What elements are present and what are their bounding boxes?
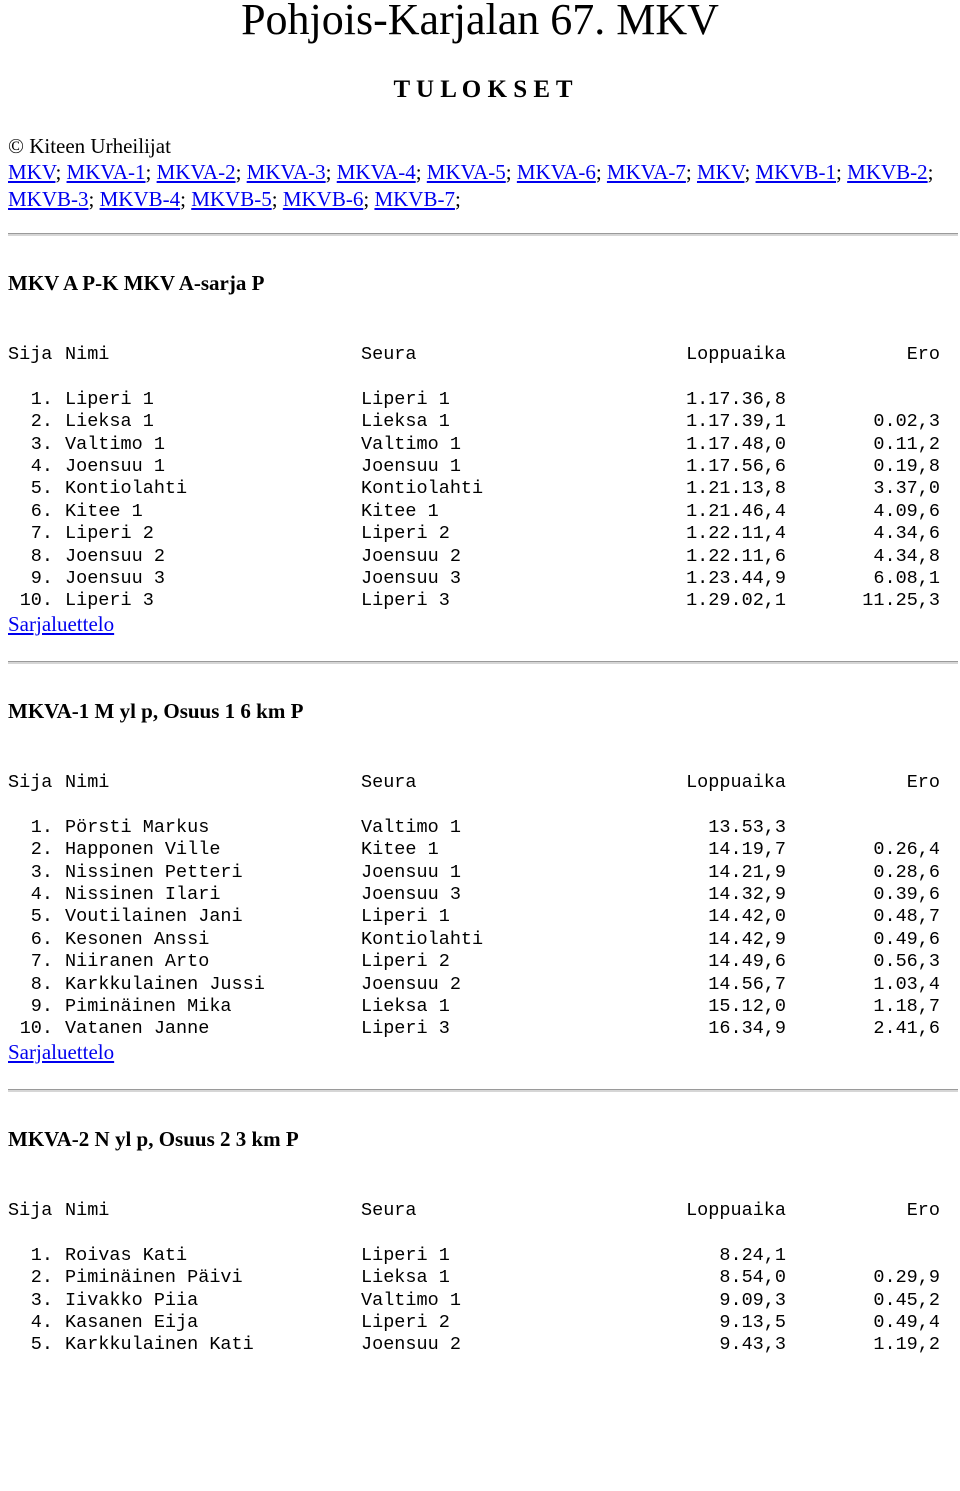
nav-link-mkvb-7[interactable]: MKVB-7 [374, 187, 455, 211]
results-section [8, 1124, 958, 1357]
club-cell: Kitee 1 [361, 500, 439, 522]
name-cell: Piminäinen Päivi [65, 1267, 243, 1289]
difference-cell: 11.25,3 [862, 590, 940, 612]
table-row [8, 501, 958, 523]
time-cell: 16.34,9 [708, 1018, 786, 1040]
time-cell: 14.32,9 [708, 883, 786, 905]
time-cell: 1.17.56,6 [686, 455, 786, 477]
time-cell: 1.17.48,0 [686, 433, 786, 455]
time-cell: 1.17.36,8 [686, 388, 786, 410]
name-cell: Valtimo 1 [65, 433, 165, 455]
section-title: MKV A P-K MKV A-sarja P [8, 271, 265, 295]
table-row [8, 974, 958, 996]
position-cell: 2. [30, 411, 53, 433]
position-cell: 1. [30, 1244, 53, 1266]
club-cell: Liperi 1 [361, 388, 450, 410]
nav-link-mkvb-1[interactable]: MKVB-1 [755, 160, 837, 184]
club-cell: Joensuu 3 [361, 567, 461, 589]
column-header-name: Nimi [65, 1200, 110, 1221]
difference-cell: 0.26,4 [873, 839, 940, 861]
column-header-name: Nimi [65, 344, 110, 365]
difference-cell: 3.37,0 [873, 478, 940, 500]
name-cell: Roivas Kati [65, 1244, 188, 1266]
nav-link-mkvb-3[interactable]: MKVB-3 [8, 187, 89, 211]
name-cell: Karkkulainen Kati [65, 1334, 254, 1356]
time-cell: 14.42,0 [708, 906, 786, 928]
column-header-position: Sija [8, 344, 53, 365]
results-table [8, 772, 958, 1041]
position-cell: 10. [19, 590, 53, 612]
series-list-link[interactable]: Sarjaluettelo [8, 611, 115, 636]
table-row [8, 862, 958, 884]
difference-cell: 1.18,7 [873, 995, 940, 1017]
nav-link-mkva-2[interactable]: MKVA-2 [156, 160, 236, 184]
table-header [8, 1200, 958, 1222]
position-cell: 9. [30, 995, 53, 1017]
nav-link-mkva-5[interactable]: MKVA-5 [426, 160, 506, 184]
time-cell: 1.21.13,8 [686, 478, 786, 500]
name-cell: Liperi 1 [65, 388, 154, 410]
position-cell: 1. [30, 816, 53, 838]
time-cell: 1.17.39,1 [686, 411, 786, 433]
club-cell: Joensuu 1 [361, 455, 461, 477]
club-cell: Liperi 3 [361, 590, 450, 612]
difference-cell: 4.34,8 [873, 545, 940, 567]
position-cell: 8. [30, 973, 53, 995]
time-cell: 13.53,3 [708, 816, 786, 838]
difference-cell: 0.28,6 [873, 861, 940, 883]
table-row [8, 1245, 958, 1267]
difference-cell: 6.08,1 [873, 567, 940, 589]
name-cell: Voutilainen Jani [65, 906, 243, 928]
time-cell: 15.12,0 [708, 995, 786, 1017]
series-list-link[interactable]: Sarjaluettelo [8, 1039, 115, 1064]
position-cell: 2. [30, 839, 53, 861]
difference-cell: 1.03,4 [873, 973, 940, 995]
table-row [8, 817, 958, 839]
table-header [8, 772, 958, 794]
time-cell: 1.22.11,6 [686, 545, 786, 567]
name-cell: Iivakko Piia [65, 1289, 199, 1311]
difference-cell: 0.56,3 [873, 951, 940, 973]
time-cell: 9.43,3 [719, 1334, 786, 1356]
position-cell: 1. [30, 388, 53, 410]
time-cell: 14.21,9 [708, 861, 786, 883]
difference-cell: 0.02,3 [873, 411, 940, 433]
difference-cell: 0.39,6 [873, 883, 940, 905]
column-header-time: Loppuaika [686, 1200, 786, 1221]
table-row [8, 411, 958, 433]
name-cell: Nissinen Ilari [65, 883, 221, 905]
position-cell: 5. [30, 478, 53, 500]
name-cell: Lieksa 1 [65, 411, 154, 433]
table-row [8, 1312, 958, 1334]
time-cell: 14.49,6 [708, 951, 786, 973]
time-cell: 14.19,7 [708, 839, 786, 861]
name-cell: Kitee 1 [65, 500, 143, 522]
club-cell: Kitee 1 [361, 839, 439, 861]
name-cell: Kasanen Eija [65, 1311, 199, 1333]
results-table [8, 344, 958, 613]
position-cell: 4. [30, 455, 53, 477]
nav-link-mkva-6[interactable]: MKVA-6 [516, 160, 596, 184]
name-cell: Vatanen Janne [65, 1018, 210, 1040]
column-header-club: Seura [361, 772, 417, 793]
nav-link-mkva-1[interactable]: MKVA-1 [66, 160, 146, 184]
table-row [8, 568, 958, 590]
time-cell: 8.54,0 [719, 1267, 786, 1289]
name-cell: Happonen Ville [65, 839, 221, 861]
difference-cell: 0.49,4 [873, 1311, 940, 1333]
table-row [8, 1267, 958, 1289]
club-cell: Lieksa 1 [361, 995, 450, 1017]
difference-cell: 0.11,2 [873, 433, 940, 455]
club-cell: Valtimo 1 [361, 816, 461, 838]
club-cell: Valtimo 1 [361, 1289, 461, 1311]
club-cell: Joensuu 2 [361, 1334, 461, 1356]
divider [8, 661, 958, 664]
difference-cell: 2.41,6 [873, 1018, 940, 1040]
time-cell: 1.23.44,9 [686, 567, 786, 589]
club-cell: Joensuu 3 [361, 883, 461, 905]
column-header-diff: Ero [906, 1200, 940, 1221]
club-cell: Liperi 2 [361, 951, 450, 973]
difference-cell: 4.34,6 [873, 523, 940, 545]
difference-cell: 0.48,7 [873, 906, 940, 928]
position-cell: 4. [30, 1311, 53, 1333]
table-row [8, 1290, 958, 1312]
name-cell: Pörsti Markus [65, 816, 210, 838]
position-cell: 3. [30, 433, 53, 455]
position-cell: 6. [30, 928, 53, 950]
name-cell: Joensuu 2 [65, 545, 165, 567]
club-cell: Lieksa 1 [361, 1267, 450, 1289]
page-title: Pohjois-Karjalan 67. MKV [241, 0, 719, 44]
column-header-diff: Ero [906, 344, 940, 365]
position-cell: 3. [30, 1289, 53, 1311]
position-cell: 10. [19, 1018, 53, 1040]
table-row [8, 546, 958, 568]
table-row [8, 929, 958, 951]
nav-link-mkva-3[interactable]: MKVA-3 [246, 160, 326, 184]
name-cell: Joensuu 3 [65, 567, 165, 589]
name-cell: Karkkulainen Jussi [65, 973, 265, 995]
table-row [8, 1018, 958, 1040]
table-row [8, 434, 958, 456]
position-cell: 6. [30, 500, 53, 522]
time-cell: 8.24,1 [719, 1244, 786, 1266]
nav-link-mkv[interactable]: MKV [8, 160, 56, 184]
difference-cell: 0.45,2 [873, 1289, 940, 1311]
organizer-line: © Kiteen Urheilijat [8, 134, 171, 158]
nav-link-mkvb-6[interactable]: MKVB-6 [282, 187, 364, 211]
position-cell: 7. [30, 523, 53, 545]
difference-cell: 4.09,6 [873, 500, 940, 522]
time-cell: 14.42,9 [708, 928, 786, 950]
column-header-club: Seura [361, 1200, 417, 1221]
column-header-name: Nimi [65, 772, 110, 793]
time-cell: 9.09,3 [719, 1289, 786, 1311]
series-nav: MKV; MKVA-1; MKVA-2; MKVA-3; MKVA-4; MKVA-5; MKVA-6; MKVA-7; MKV; MKVB-1; MKVB-2; MKVB-3; MKVB-4; MKVB-5; MKVB-6; MKVB-7; [8, 160, 934, 211]
nav-link-mkvb-5[interactable]: MKVB-5 [191, 187, 272, 211]
position-cell: 9. [30, 567, 53, 589]
table-row [8, 456, 958, 478]
table-row [8, 389, 958, 411]
name-cell: Niiranen Arto [65, 951, 210, 973]
name-cell: Liperi 2 [65, 523, 154, 545]
time-cell: 1.29.02,1 [686, 590, 786, 612]
position-cell: 5. [30, 906, 53, 928]
table-row [8, 1334, 958, 1356]
club-cell: Lieksa 1 [361, 411, 450, 433]
column-header-club: Seura [361, 344, 417, 365]
position-cell: 8. [30, 545, 53, 567]
table-row [8, 523, 958, 545]
name-cell: Piminäinen Mika [65, 995, 232, 1017]
nav-link-mkvb-4[interactable]: MKVB-4 [99, 187, 181, 211]
difference-cell: 0.29,9 [873, 1267, 940, 1289]
difference-cell: 0.19,8 [873, 455, 940, 477]
name-cell: Kesonen Anssi [65, 928, 210, 950]
time-cell: 1.22.11,4 [686, 523, 786, 545]
table-row [8, 884, 958, 906]
table-row [8, 906, 958, 928]
time-cell: 1.21.46,4 [686, 500, 786, 522]
time-cell: 9.13,5 [719, 1311, 786, 1333]
section-title: MKVA-2 N yl p, Osuus 2 3 km P [8, 1127, 299, 1151]
time-cell: 14.56,7 [708, 973, 786, 995]
position-cell: 4. [30, 883, 53, 905]
results-section [8, 268, 958, 638]
table-row [8, 590, 958, 612]
club-cell: Liperi 3 [361, 1018, 450, 1040]
table-row [8, 996, 958, 1018]
name-cell: Kontiolahti [65, 478, 188, 500]
results-section [8, 696, 958, 1066]
club-cell: Joensuu 2 [361, 973, 461, 995]
club-cell: Joensuu 1 [361, 861, 461, 883]
section-title: MKVA-1 M yl p, Osuus 1 6 km P [8, 699, 304, 723]
name-cell: Liperi 3 [65, 590, 154, 612]
nav-link-mkvb-2[interactable]: MKVB-2 [847, 160, 928, 184]
nav-link-mkv-2[interactable]: MKV [696, 160, 745, 184]
club-cell: Liperi 2 [361, 1311, 450, 1333]
results-table [8, 1200, 958, 1357]
column-header-diff: Ero [906, 772, 940, 793]
club-cell: Liperi 1 [361, 906, 450, 928]
club-cell: Kontiolahti [361, 478, 484, 500]
club-cell: Kontiolahti [361, 928, 484, 950]
table-row [8, 951, 958, 973]
column-header-time: Loppuaika [686, 772, 786, 793]
position-cell: 5. [30, 1334, 53, 1356]
divider [8, 233, 958, 236]
results-heading: T U L O K S E T [393, 76, 573, 103]
position-cell: 7. [30, 951, 53, 973]
column-header-position: Sija [8, 772, 53, 793]
column-header-position: Sija [8, 1200, 53, 1221]
nav-link-mkva-4[interactable]: MKVA-4 [336, 160, 416, 184]
divider [8, 1089, 958, 1092]
position-cell: 2. [30, 1267, 53, 1289]
difference-cell: 0.49,6 [873, 928, 940, 950]
table-row [8, 839, 958, 861]
name-cell: Joensuu 1 [65, 455, 165, 477]
position-cell: 3. [30, 861, 53, 883]
club-cell: Valtimo 1 [361, 433, 461, 455]
name-cell: Nissinen Petteri [65, 861, 243, 883]
club-cell: Liperi 1 [361, 1244, 450, 1266]
club-cell: Joensuu 2 [361, 545, 461, 567]
club-cell: Liperi 2 [361, 523, 450, 545]
difference-cell: 1.19,2 [873, 1334, 940, 1356]
column-header-time: Loppuaika [686, 344, 786, 365]
nav-link-mkva-7[interactable]: MKVA-7 [606, 160, 686, 184]
table-header [8, 344, 958, 366]
table-row [8, 478, 958, 500]
